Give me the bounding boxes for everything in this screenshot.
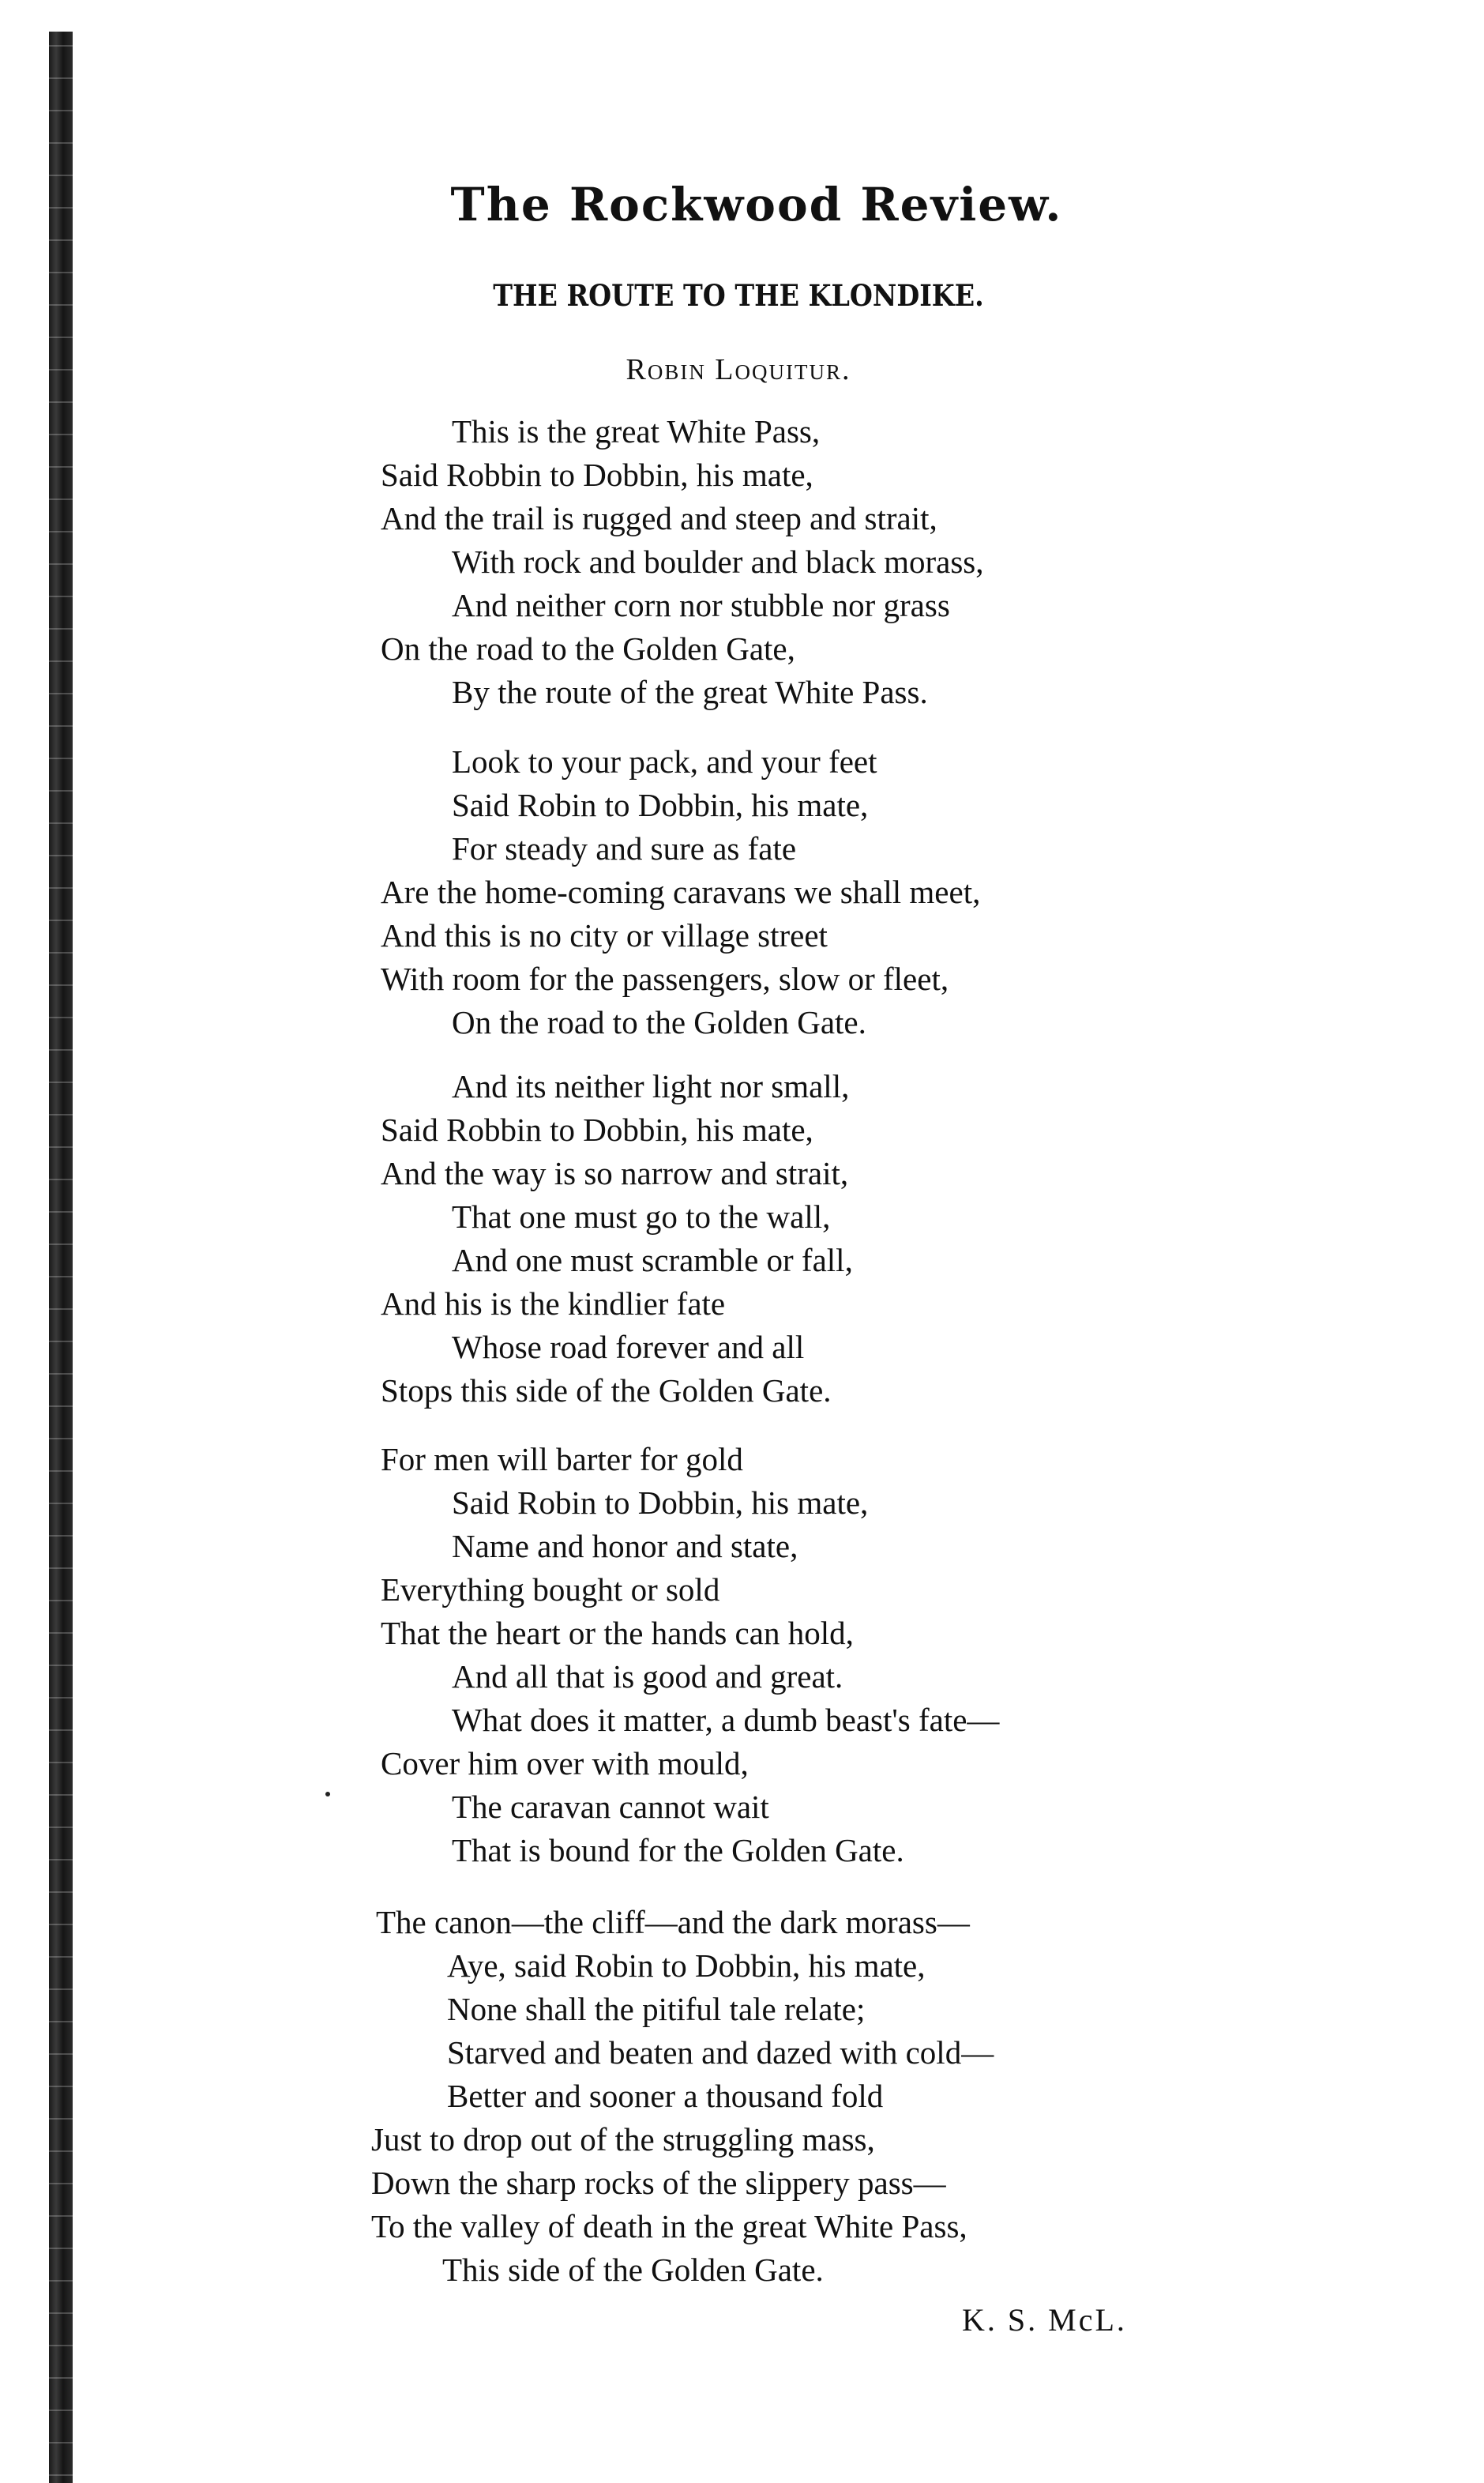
poem-line: And the trail is rugged and steep and strait, (381, 500, 937, 536)
poem-line: And his is the kindlier fate (381, 1285, 726, 1322)
poem-line: Starved and beaten and dazed with cold— (447, 2034, 994, 2071)
poem-line: Said Robbin to Dobbin, his mate, (381, 1112, 813, 1148)
poem-line: And neither corn nor stubble nor grass (452, 587, 950, 623)
poem-line: That is bound for the Golden Gate. (452, 1832, 904, 1868)
poem-line: On the road to the Golden Gate, (381, 630, 795, 667)
poem-line: Just to drop out of the struggling mass, (371, 2121, 875, 2158)
poem-line: That the heart or the hands can hold, (381, 1615, 854, 1651)
poem-line: This is the great White Pass, (452, 413, 821, 450)
poem-line: None shall the pitiful tale relate; (447, 1991, 866, 2027)
poem-line: Said Robin to Dobbin, his mate, (452, 1484, 869, 1521)
poem-line: To the valley of death in the great White Pass, (371, 2208, 967, 2244)
poem-line: The caravan cannot wait (452, 1789, 769, 1825)
poem-line: With rock and boulder and black morass, (452, 544, 984, 580)
poem-line: What does it matter, a dumb beast's fate— (452, 1702, 1000, 1738)
poem-line: Look to your pack, and your feet (452, 743, 877, 780)
poem-line: Better and sooner a thousand fold (447, 2078, 884, 2114)
poem-line: That one must go to the wall, (452, 1198, 831, 1235)
poem-line: Everything bought or sold (381, 1571, 720, 1608)
poem-line: By the route of the great White Pass. (452, 674, 928, 710)
poem-line: Are the home-coming caravans we shall meet, (381, 874, 981, 910)
poem-line: For men will barter for gold (381, 1441, 743, 1477)
poem-line: Said Robbin to Dobbin, his mate, (381, 457, 813, 493)
poem-line: And this is no city or village street (381, 917, 828, 954)
poem-line: The canon—the cliff—and the dark morass— (376, 1904, 970, 1940)
poem-line: And all that is good and great. (452, 1658, 843, 1695)
author-signature: K. S. McL. (962, 2302, 1127, 2338)
poem-line: This side of the Golden Gate. (442, 2252, 824, 2288)
poem-line: With room for the passengers, slow or fleet, (381, 961, 949, 997)
poem-line: And its neither light nor small, (452, 1068, 850, 1104)
poem-line: Said Robin to Dobbin, his mate, (452, 787, 869, 823)
poem-line: Cover him over with mould, (381, 1745, 749, 1781)
poem-line: And one must scramble or fall, (452, 1242, 853, 1278)
poem-byline: Robin Loquitur. (626, 353, 851, 386)
masthead: The Rockwood Review. (450, 178, 1063, 231)
poem-line: Stops this side of the Golden Gate. (381, 1372, 832, 1409)
poem-line: On the road to the Golden Gate. (452, 1004, 866, 1040)
poem-line: For steady and sure as fate (452, 830, 797, 867)
poem-line: Down the sharp rocks of the slippery pass— (371, 2165, 946, 2201)
poem-line: Aye, said Robin to Dobbin, his mate, (447, 1947, 926, 1984)
poem-line: Whose road forever and all (452, 1329, 805, 1365)
poem-title: THE ROUTE TO THE KLONDIKE. (493, 278, 984, 313)
poem-line: Name and honor and state, (452, 1528, 798, 1564)
poem-line: And the way is so narrow and strait, (381, 1155, 849, 1191)
